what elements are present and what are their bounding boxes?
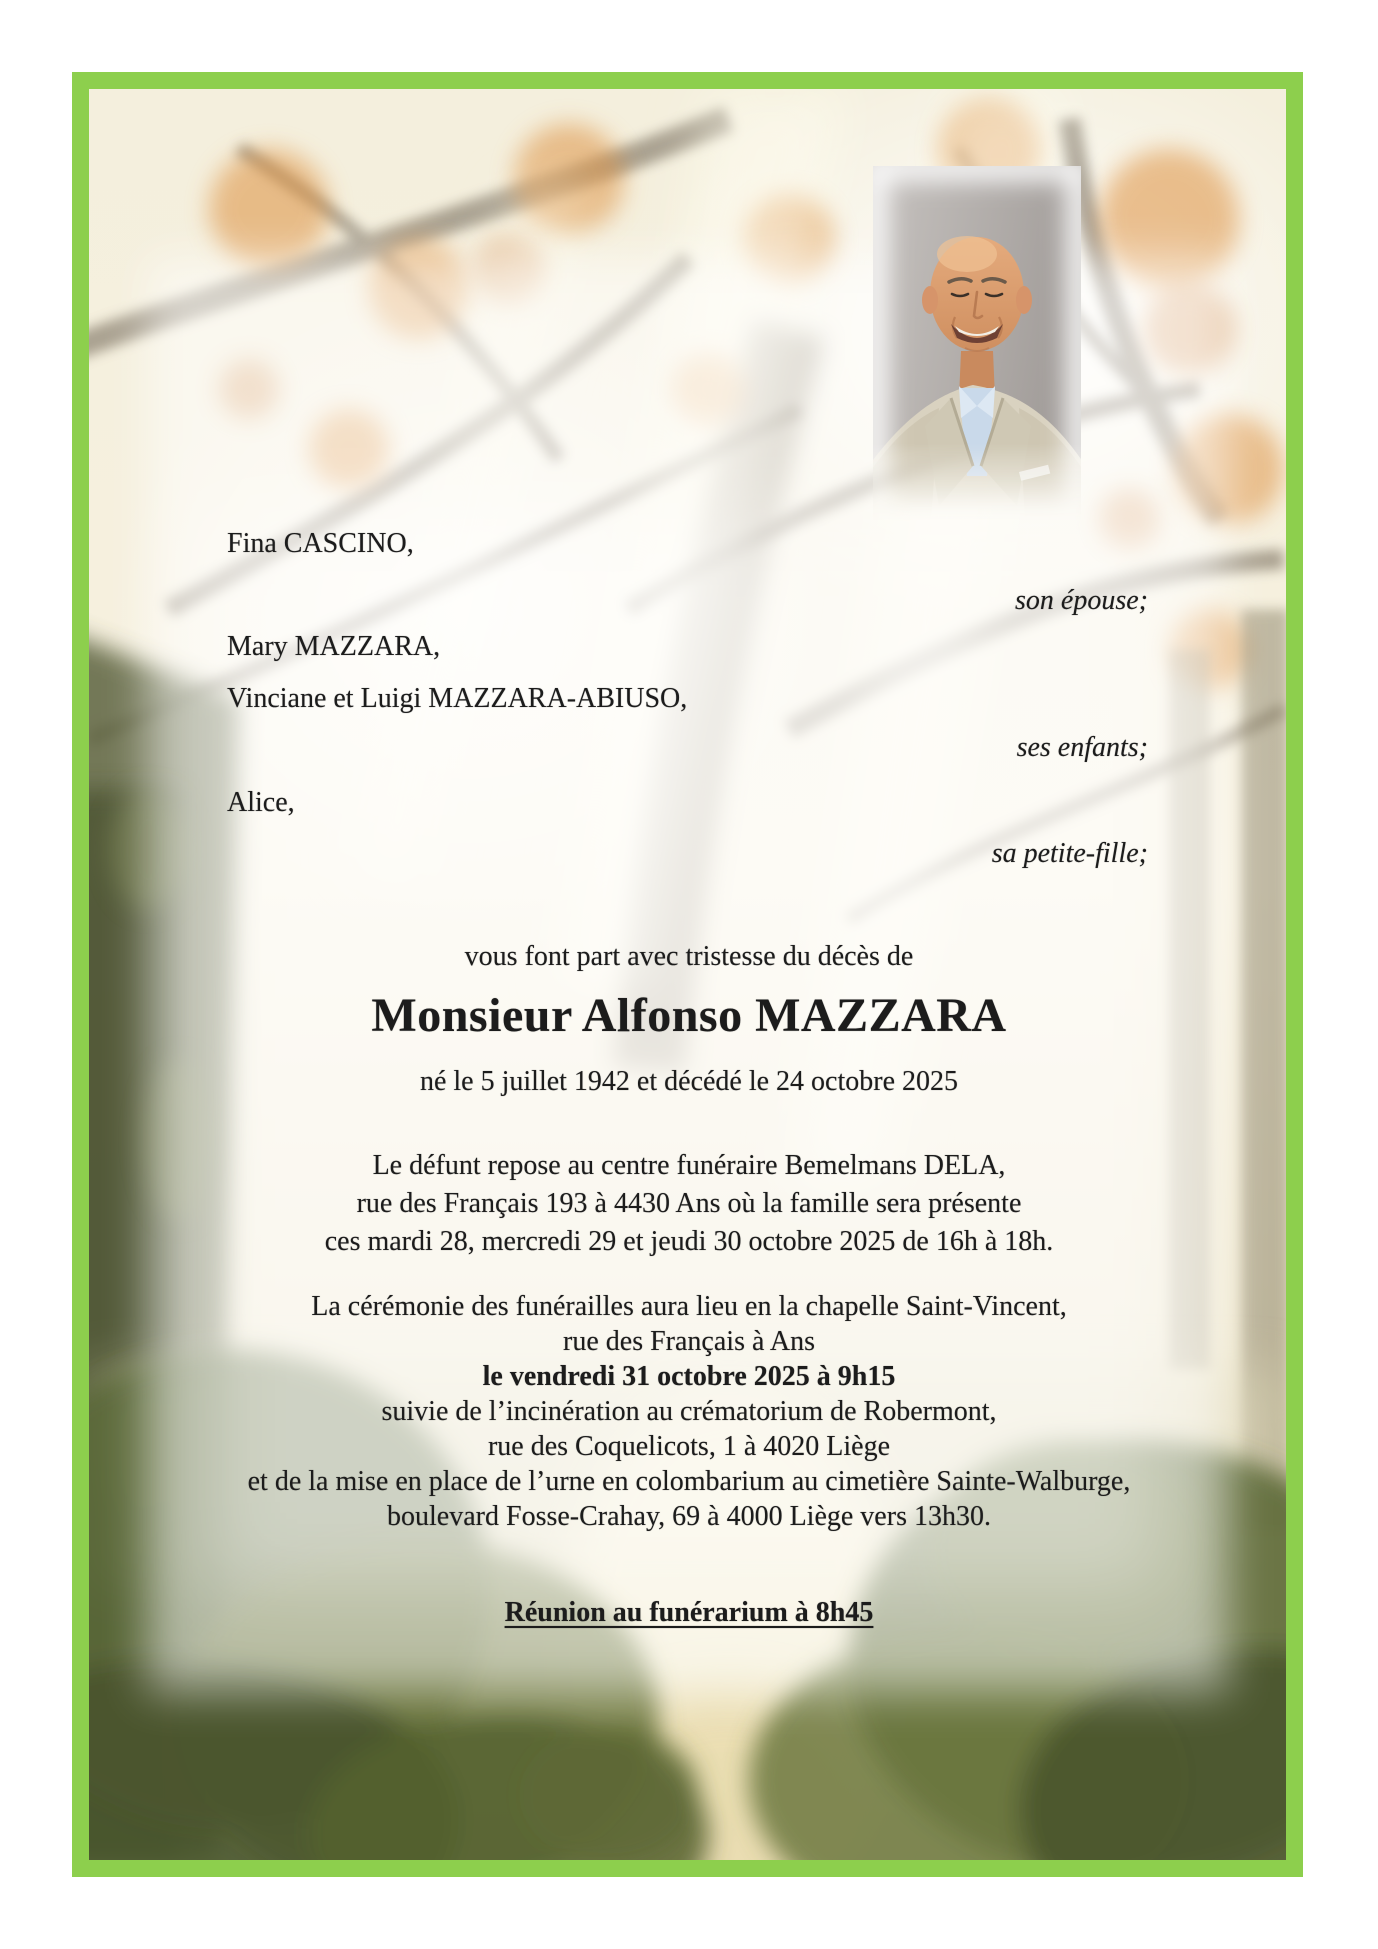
child1-name: Mary MAZZARA, [227,631,441,662]
ceremony-line-7: boulevard Fosse-Crahay, 69 à 4000 Liège vers 13h30. [387,1501,991,1532]
life-dates: né le 5 juillet 1942 et décédé le 24 octobre 2025 [419,1066,959,1097]
ceremony-line-5: rue des Coquelicots, 1 à 4020 Liège [487,1431,890,1462]
visitation-line-2: rue des Français 193 à 4430 Ans où la famille sera présente [356,1188,1022,1219]
ceremony-line-2: rue des Français à Ans [563,1326,815,1357]
ceremony-line-6: et de la mise en place de l’urne en colombarium au cimetière Sainte-Walburge, [247,1466,1131,1497]
ceremony-paragraph [0,1289,1378,1534]
child2-name: Vinciane et Luigi MAZZARA-ABIUSO, [227,683,688,714]
ceremony-line-4: suivie de l’incinération au crématorium de Robermont, [381,1396,997,1427]
spouse-name: Fina CASCINO, [227,528,414,559]
grandchild-name: Alice, [227,787,295,818]
visitation-line-3: ces mardi 28, mercredi 29 et jeudi 30 octobre 2025 de 16h à 18h. [324,1226,1054,1257]
grandchild-relation: sa petite-fille; [991,838,1148,869]
deceased-name: Monsieur Alfonso MAZZARA [371,989,1007,1042]
visitation-paragraph [0,1147,1378,1261]
ceremony-line-1: La cérémonie des funérailles aura lieu en la chapelle Saint-Vincent, [311,1291,1067,1322]
spouse-relation: son épouse; [1015,585,1148,616]
meeting-note: Réunion au funérarium à 8h45 [504,1597,874,1628]
announcement-intro: vous font part avec tristesse du décès de [464,941,914,972]
ceremony-date-time: le vendredi 31 octobre 2025 à 9h15 [482,1361,896,1392]
children-relation: ses enfants; [1016,732,1148,763]
visitation-line-1: Le défunt repose au centre funéraire Bemelmans DELA, [372,1150,1006,1181]
